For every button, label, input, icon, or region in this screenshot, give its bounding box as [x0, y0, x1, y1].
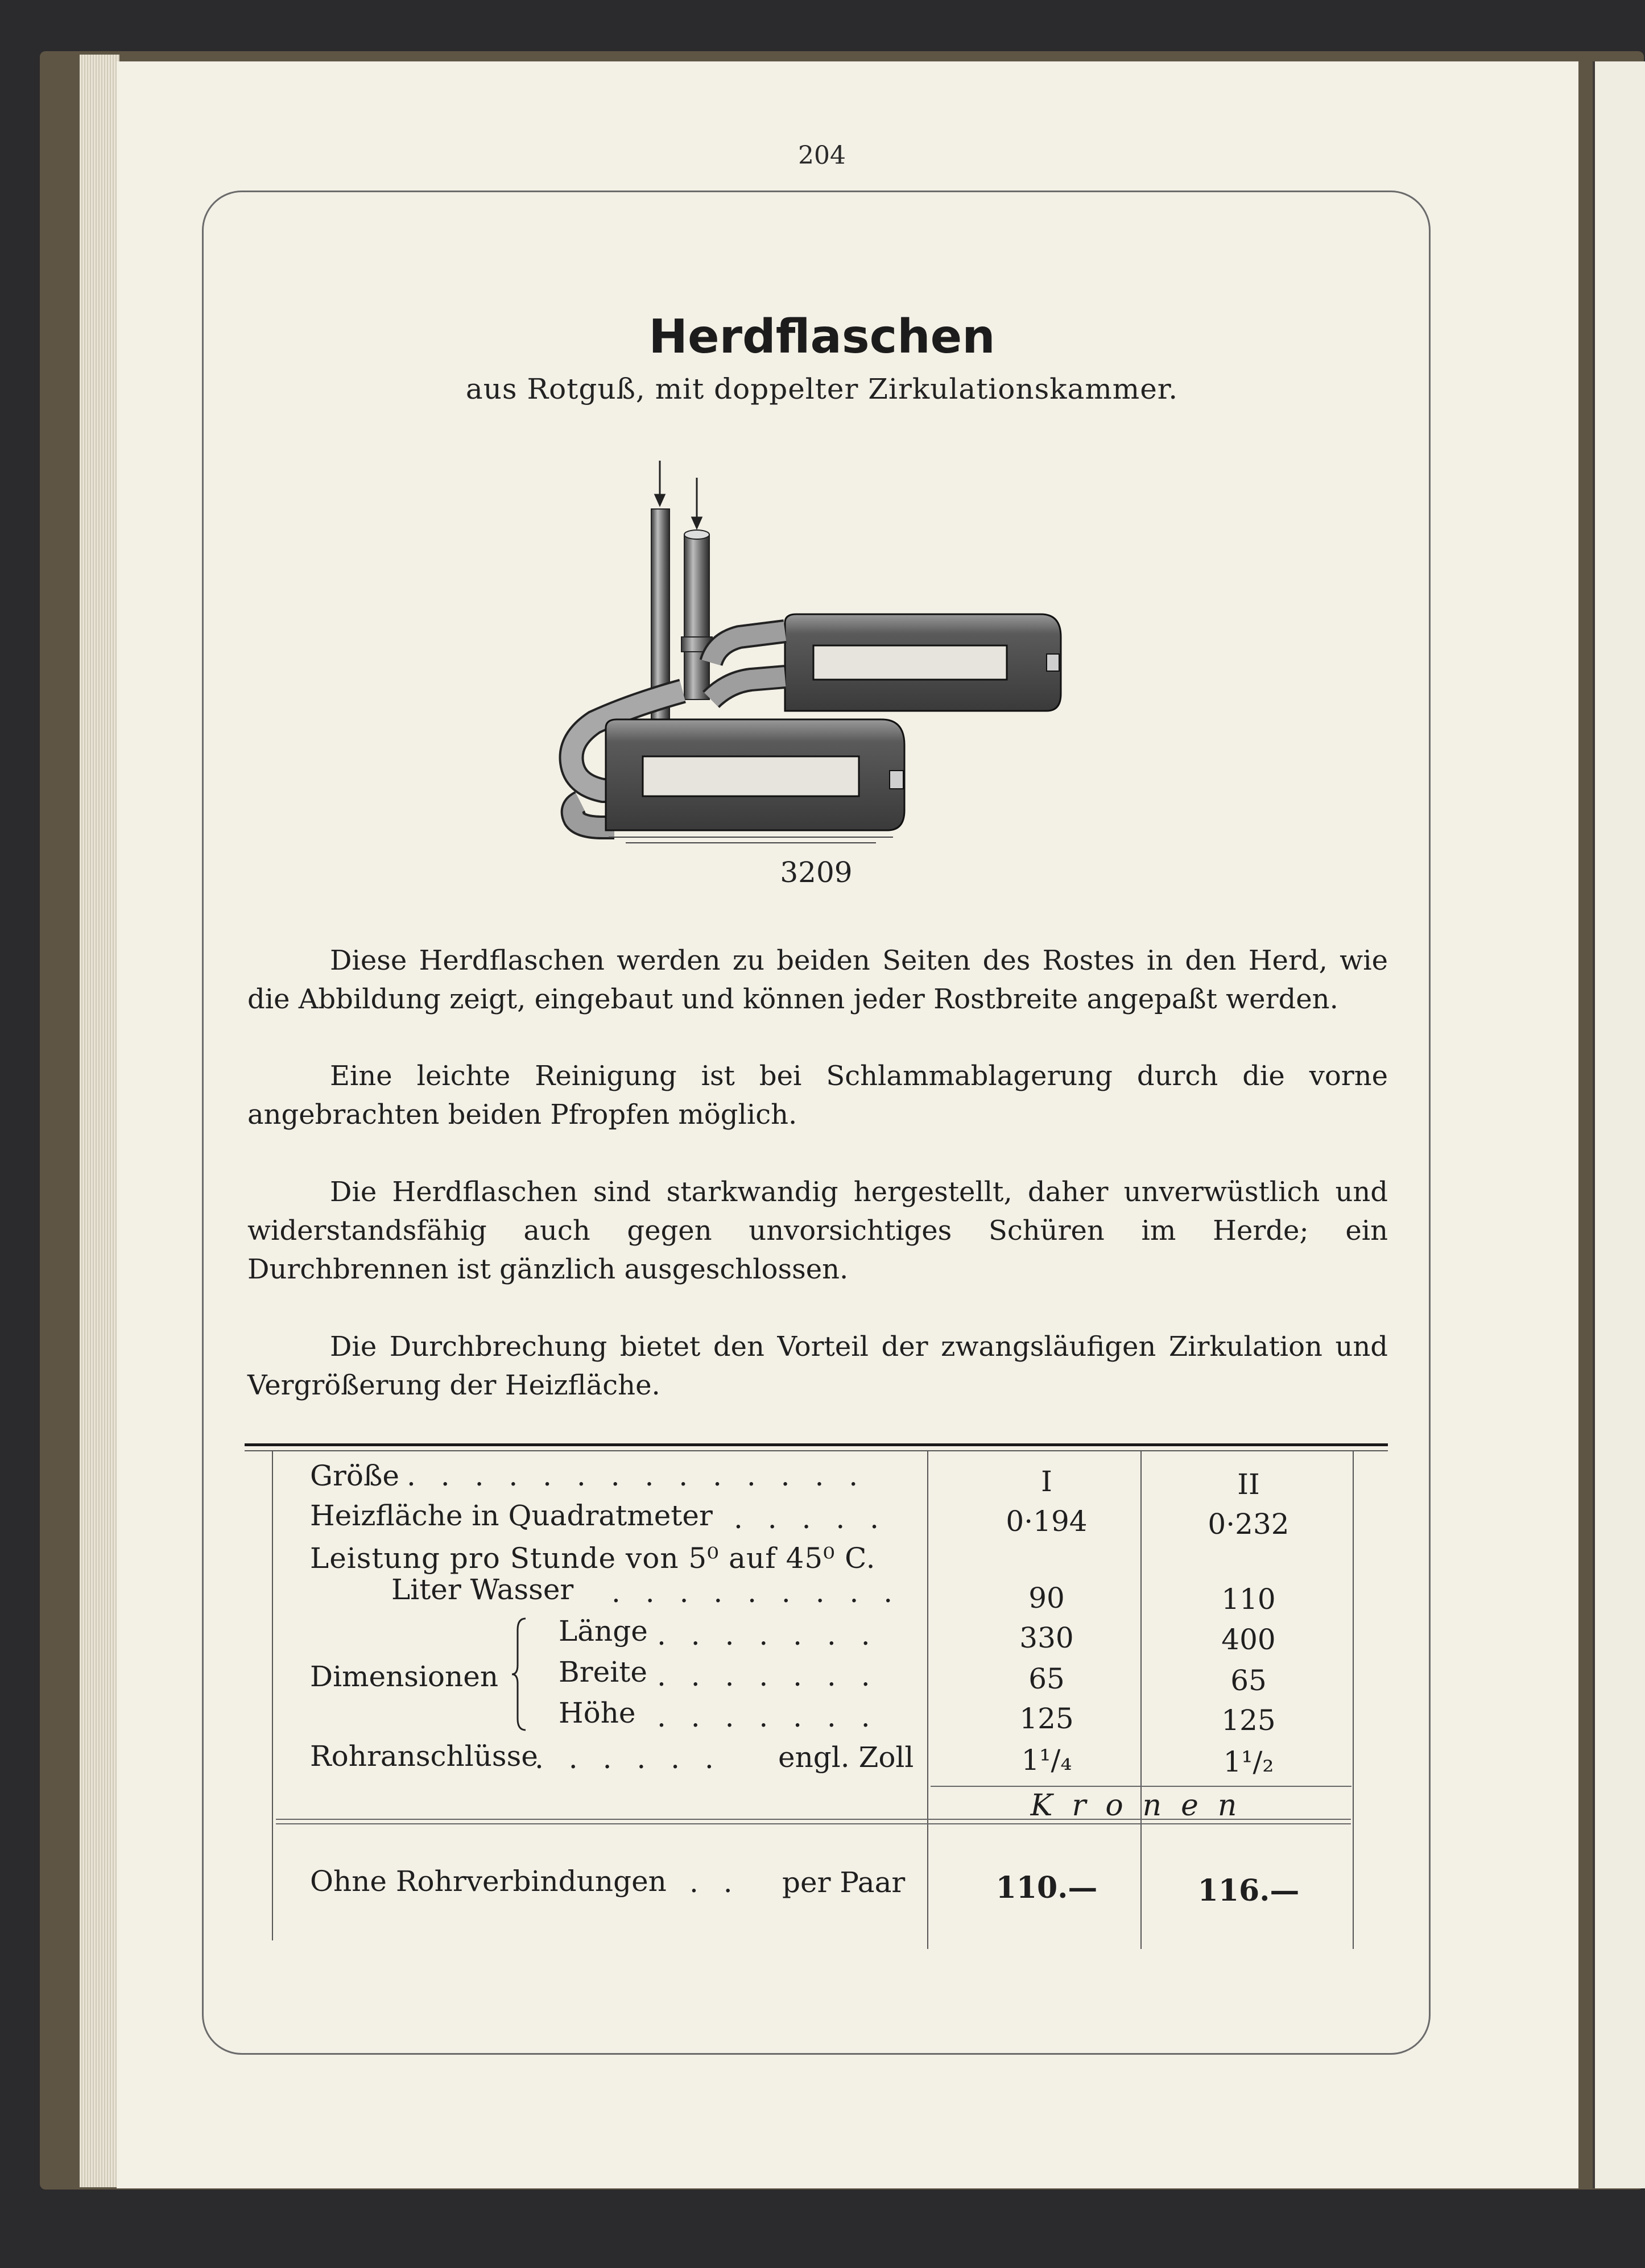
height-value-1: 125	[1019, 1702, 1074, 1735]
width-label: Breite	[559, 1656, 647, 1688]
leader-dots: . . . . . . . . .	[611, 1576, 901, 1609]
currency-header: Kronen	[1030, 1789, 1257, 1823]
leader-dots: . . . . . . .	[657, 1619, 878, 1652]
table-section-rule	[276, 1823, 1351, 1824]
table-currency-rule-top	[931, 1786, 1351, 1787]
output-label: Leistung pro Stunde von 5⁰ auf 45⁰ C.	[310, 1542, 876, 1575]
size-value-1: I	[1041, 1465, 1052, 1498]
pipe-unit: engl. Zoll	[778, 1741, 914, 1774]
length-label: Länge	[559, 1615, 648, 1648]
width-value-2: 65	[1230, 1664, 1267, 1697]
height-value-2: 125	[1221, 1704, 1276, 1737]
dimensions-label: Dimensionen	[310, 1660, 499, 1693]
length-value-2: 400	[1221, 1623, 1276, 1656]
adjacent-page-edge	[1593, 61, 1645, 2188]
output-label-unit: Liter Wasser	[391, 1573, 574, 1606]
curly-brace	[511, 1616, 528, 1733]
table-top-rule	[245, 1443, 1388, 1446]
pipe-label: Rohranschlüsse	[310, 1740, 538, 1773]
size-label: Größe	[310, 1459, 399, 1492]
table-column-divider	[1140, 1451, 1142, 1949]
table-column-divider	[927, 1451, 928, 1949]
page-subtitle: aus Rotguß, mit doppelter Zirkulationskammer.	[465, 373, 1179, 405]
leader-dots: . . . . . . .	[657, 1700, 878, 1733]
paragraph-2: Eine leichte Reinigung ist bei Schlammablagerung durch die vorne angebrachten beiden Pfropfen möglich.	[247, 1060, 1388, 1131]
area-value-2: 0·232	[1208, 1508, 1289, 1541]
size-value-2: II	[1237, 1468, 1260, 1501]
paragraph-1: Diese Herdflaschen werden zu beiden Seiten des Rostes in den Herd, wie die Abbildung zeigt, eingebaut und können jeder Rostbreite angepaßt werden.	[247, 945, 1388, 1015]
page-title: Herdflaschen	[648, 310, 995, 364]
price-unit: per Paar	[782, 1866, 906, 1899]
leader-dots: . . . . .	[734, 1502, 887, 1535]
leader-dots: . . . . . .	[535, 1742, 722, 1775]
pipe-value-2: 1¹/₂	[1223, 1745, 1274, 1778]
width-value-1: 65	[1028, 1662, 1065, 1695]
area-label: Heizfläche in Quadratmeter	[310, 1499, 713, 1532]
price-label: Ohne Rohrverbindungen	[310, 1865, 667, 1898]
pipe-value-1: 1¹/₄	[1021, 1744, 1072, 1777]
price-value-2: 116.—	[1197, 1873, 1300, 1908]
table-left-border	[272, 1451, 273, 1940]
area-value-1: 0·194	[1006, 1505, 1088, 1538]
page-edges	[80, 55, 119, 2187]
leader-dots: . .	[689, 1866, 741, 1899]
price-value-1: 110.—	[995, 1870, 1098, 1905]
catalog-number: 3209	[780, 856, 853, 889]
page-number: 204	[798, 141, 846, 170]
length-value-1: 330	[1019, 1621, 1074, 1654]
table-top-thin-rule	[245, 1450, 1388, 1451]
stove-water-flask-pair-illustration	[546, 455, 1103, 864]
leader-dots: . . . . . . .	[657, 1659, 878, 1692]
table-right-border	[1353, 1451, 1354, 1949]
paragraph-4: Die Durchbrechung bietet den Vorteil der zwangsläufigen Zirkulation und Vergrößerung der Heizfläche.	[247, 1331, 1388, 1401]
leader-dots: . . . . . . . . . . . . . .	[407, 1459, 866, 1492]
output-value-2: 110	[1221, 1583, 1276, 1616]
paragraph-3: Die Herdflaschen sind starkwandig hergestellt, daher unverwüstlich und widerstandsfähig auch gegen unvorsichtiges Schüren im Herde; ein Durchbrennen ist gänzlich ausgeschlossen.	[247, 1176, 1388, 1285]
height-label: Höhe	[559, 1696, 636, 1729]
output-value-1: 90	[1028, 1582, 1065, 1615]
